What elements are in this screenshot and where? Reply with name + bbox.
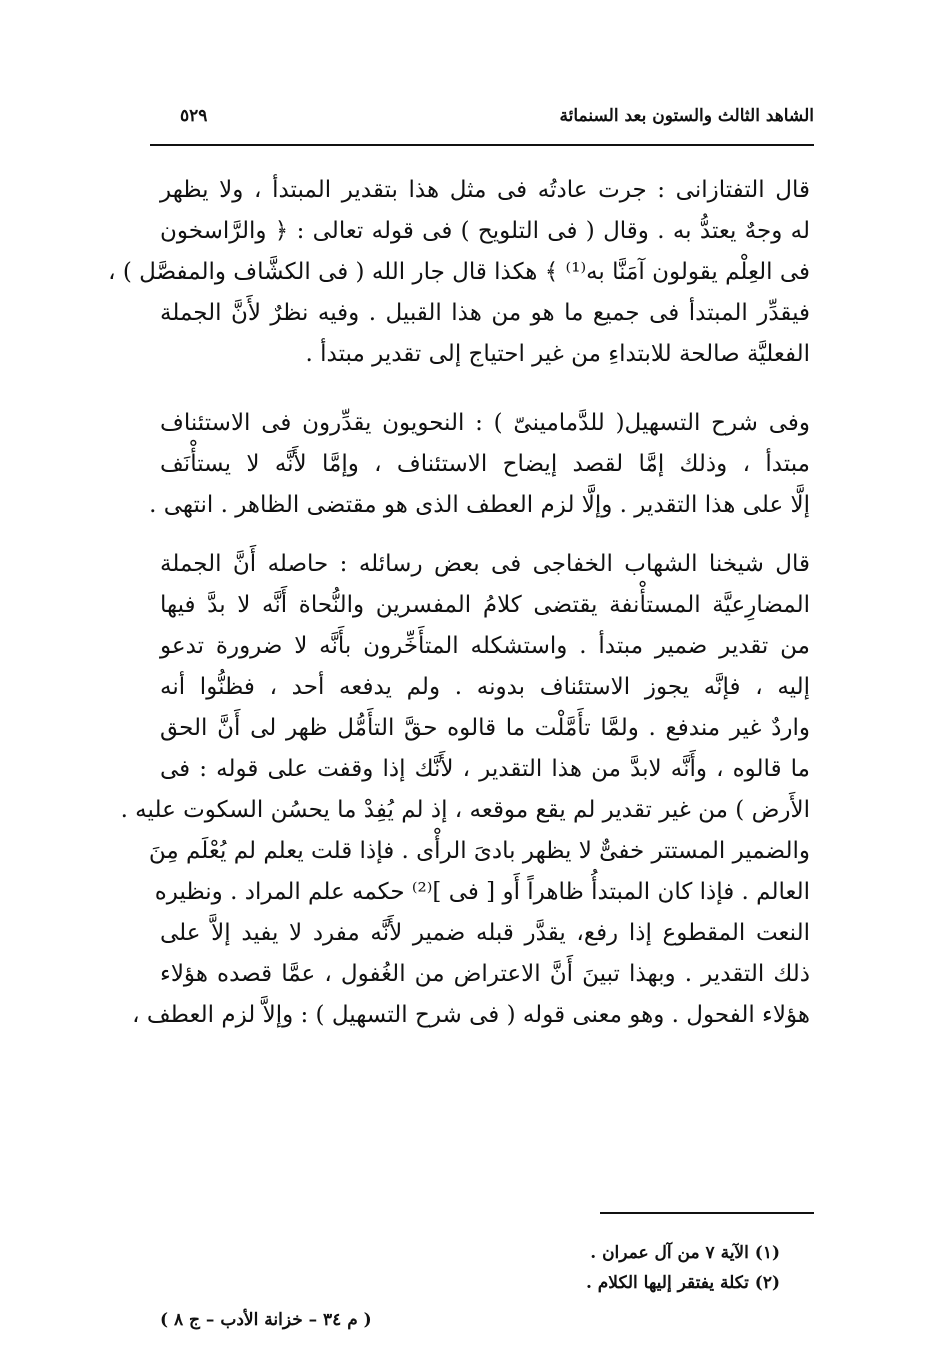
running-title: الشاهد الثالث والستون بعد السنمائة (559, 106, 814, 126)
footnotes (480, 1238, 780, 1298)
text-line: إليه ، فإنَّه يجوز الاستئناف بدونه . ولم يدفعه أحد ، فظنُّوا أنه (160, 674, 810, 700)
text-line: الأَرض ) من غير تقدير لم يقع موقعه ، إذ لم يُفِدْ ما يحسُن السكوت عليه . (120, 797, 810, 823)
text-line: مبتدأ ، وذلك إمَّا لقصد إيضاح الاستئناف ، وإمَّا لأَنَّه لا يستأْنَف (160, 451, 810, 477)
text-line: العالم . فإذا كان المبتدأُ ظاهراً أَو [ فى ]⁽²⁾ حكمه علم المراد . ونظيره (154, 879, 810, 905)
text-line: ما قالوه ، وأَنَّه لابدَّ من هذا التقدير ، لأَنَّك إذا وقفت على قوله : فى (160, 756, 810, 782)
print-signature: ( م ٣٤ – خزانة الأدب – ج ٨ ) (160, 1310, 372, 1330)
paragraph-3 (120, 544, 810, 1036)
paragraph-gap (160, 526, 810, 544)
text-line: له وجهٌ يعتدُّ به . وقال ( فى التلويح ) فى قوله تعالى : ﴿ والرَّاسخون (160, 218, 810, 244)
page-header (150, 100, 814, 146)
footnote-2: (٢) تكلة يفتقر إليها الكلام . (585, 1273, 780, 1293)
text-line: هؤلاء الفحول . وهو معنى قوله ( فى شرح التسهيل ) : وإلاَّ لزم العطف ، (132, 1002, 810, 1028)
text-line: واردٌ غير مندفع . ولمَّا تأَمَّلْت ما قالوه حقَّ التأَمُّل ظهر لى أَنَّ الحق (160, 715, 810, 741)
page-number: ٥٢٩ (180, 106, 208, 126)
paragraph-2 (149, 403, 810, 526)
text-line: قال التفتازانى : جرت عادتُه فى مثل هذا بتقدير المبتدأ ، ولا يظهر (160, 177, 810, 203)
text-line: والضمير المستتر خفىٌّ لا يظهر بادىَ الرأْى . فإذا قلت يعلم لم يُعْلَم مِنَ (148, 838, 810, 864)
text-line: إلَّا على هذا التقدير . وإلَّا لزم العطف الذى هو مقتضى الظاهر . انتهى . (149, 492, 810, 518)
text-line: فيقدِّر المبتدأ فى جميع ما هو من هذا القبيل . وفيه نظرٌ لأَنَّ الجملة (160, 300, 810, 326)
text-line: قال شيخنا الشهاب الخفاجى فى بعض رسائله : حاصله أَنَّ الجملة (160, 551, 810, 577)
text-line: من تقدير ضمير مبتدأ . واستشكله المتأَخِّرون بأَنَّه لا ضرورة تدعو (160, 633, 810, 659)
text-line: المضارِعيَّة المستأْنفة يقتضى كلامُ المفسرين والنُّحاة أَنَّه لا بدَّ فيها (160, 592, 810, 618)
body-text (108, 170, 810, 1036)
footnote-1: (١) الآية ٧ من آل عمران . (590, 1243, 780, 1263)
text-line: النعت المقطوع إذا رفع، يقدَّر قبله ضمير لأَنَّه مفرد لا يفيد إلاَّ على (160, 920, 810, 946)
text-line: الفعليَّة صالحة للابتداءِ من غير احتياج إلى تقدير مبتدأ . (305, 341, 810, 367)
text-line: ذلك التقدير . وبهذا تبينَ أَنَّ الاعتراض من الغُفول ، عمَّا قصده هؤلاء (160, 961, 810, 987)
paragraph-1 (108, 170, 810, 375)
text-line: وفى شرح التسهيل( للدَّمامينىّ ) : النحويون يقدِّرون فى الاستئناف (160, 410, 810, 436)
text-line: فى العِلْم يقولون آمَنَّا به⁽¹⁾ ﴾ هكذا قال جار الله ( فى الكشَّاف والمفصَّل ) ، (108, 259, 810, 285)
paragraph-gap (160, 375, 810, 403)
footnote-divider (600, 1212, 814, 1214)
